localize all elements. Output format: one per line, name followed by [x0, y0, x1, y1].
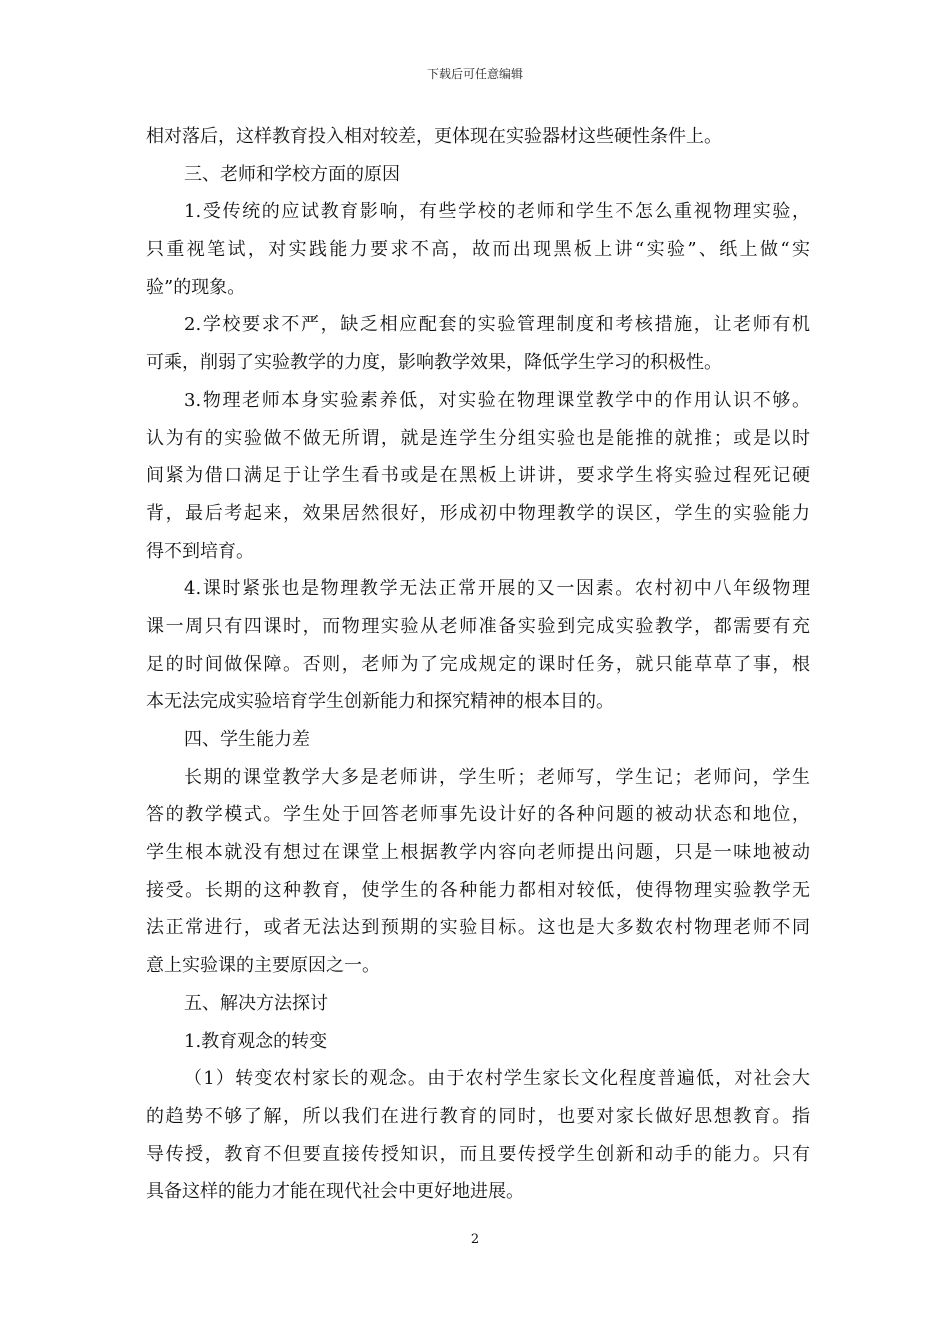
text-line: 答的教学模式。学生处于回答老师事先设计好的各种问题的被动状态和地位，	[146, 804, 810, 826]
page-header: 下载后可任意编辑	[426, 67, 523, 81]
text-line: 接受。长期的这种教育，使学生的各种能力都相对较低，使得物理实验教学无	[146, 879, 810, 901]
text-line: 4.课时紧张也是物理教学无法正常开展的又一因素。农村初中八年级物理	[184, 578, 810, 600]
document-body	[146, 124, 810, 1217]
text-line: 3.物理老师本身实验素养低，对实验在物理课堂教学中的作用认识不够。	[184, 389, 810, 411]
text-line: 的趋势不够了解，所以我们在进行教育的同时，也要对家长做好思想教育。指	[146, 1105, 810, 1127]
text-line: 可乘，削弱了实验教学的力度，影响教学效果，降低学生学习的积极性。	[146, 352, 722, 374]
text-line: 三、老师和学校方面的原因	[184, 163, 400, 185]
text-line: 得不到培育。	[146, 540, 254, 562]
text-line: 2.学校要求不严，缺乏相应配套的实验管理制度和考核措施，让老师有机	[184, 314, 810, 336]
text-line: 学生根本就没有想过在课堂上根据教学内容向老师提出问题，只是一味地被动	[146, 842, 810, 864]
text-line: 本无法完成实验培育学生创新能力和探究精神的根本目的。	[146, 691, 614, 713]
text-line: 1.教育观念的转变	[184, 1030, 328, 1052]
text-line: 只重视笔试，对实践能力要求不高，故而出现黑板上讲“实验”、纸上做“实	[146, 239, 810, 261]
text-line: 导传授，教育不但要直接传授知识，而且要传授学生创新和动手的能力。只有	[146, 1143, 810, 1165]
text-line: 四、学生能力差	[184, 729, 310, 750]
text-line: 足的时间做保障。否则，老师为了完成规定的课时任务，就只能草草了事，根	[146, 653, 810, 675]
page-number: 2	[470, 1232, 480, 1247]
text-line: 相对落后，这样教育投入相对较差，更体现在实验器材这些硬性条件上。	[146, 126, 722, 147]
text-line: 意上实验课的主要原因之一。	[146, 955, 380, 977]
text-line: 长期的课堂教学大多是老师讲，学生听；老师写，学生记；老师问，学生	[184, 766, 810, 788]
text-line: 1.受传统的应试教育影响，有些学校的老师和学生不怎么重视物理实验，	[184, 201, 810, 223]
text-line: （1）转变农村家长的观念。由于农村学生家长文化程度普遍低，对社会大	[184, 1068, 810, 1090]
text-line: 验”的现象。	[146, 276, 246, 298]
text-line: 五、解决方法探讨	[184, 992, 328, 1014]
text-line: 背，最后考起来，效果居然很好，形成初中物理教学的误区，学生的实验能力	[146, 502, 810, 524]
text-line: 课一周只有四课时，而物理实验从老师准备实验到完成实验教学，都需要有充	[146, 615, 810, 637]
text-line: 认为有的实验做不做无所谓，就是连学生分组实验也是能推的就推；或是以时	[146, 427, 810, 449]
text-line: 间紧为借口满足于让学生看书或是在黑板上讲讲，要求学生将实验过程死记硬	[146, 465, 810, 487]
text-line: 具备这样的能力才能在现代社会中更好地进展。	[146, 1181, 524, 1203]
text-line: 法正常进行，或者无法达到预期的实验目标。这也是大多数农村物理老师不同	[146, 917, 810, 939]
